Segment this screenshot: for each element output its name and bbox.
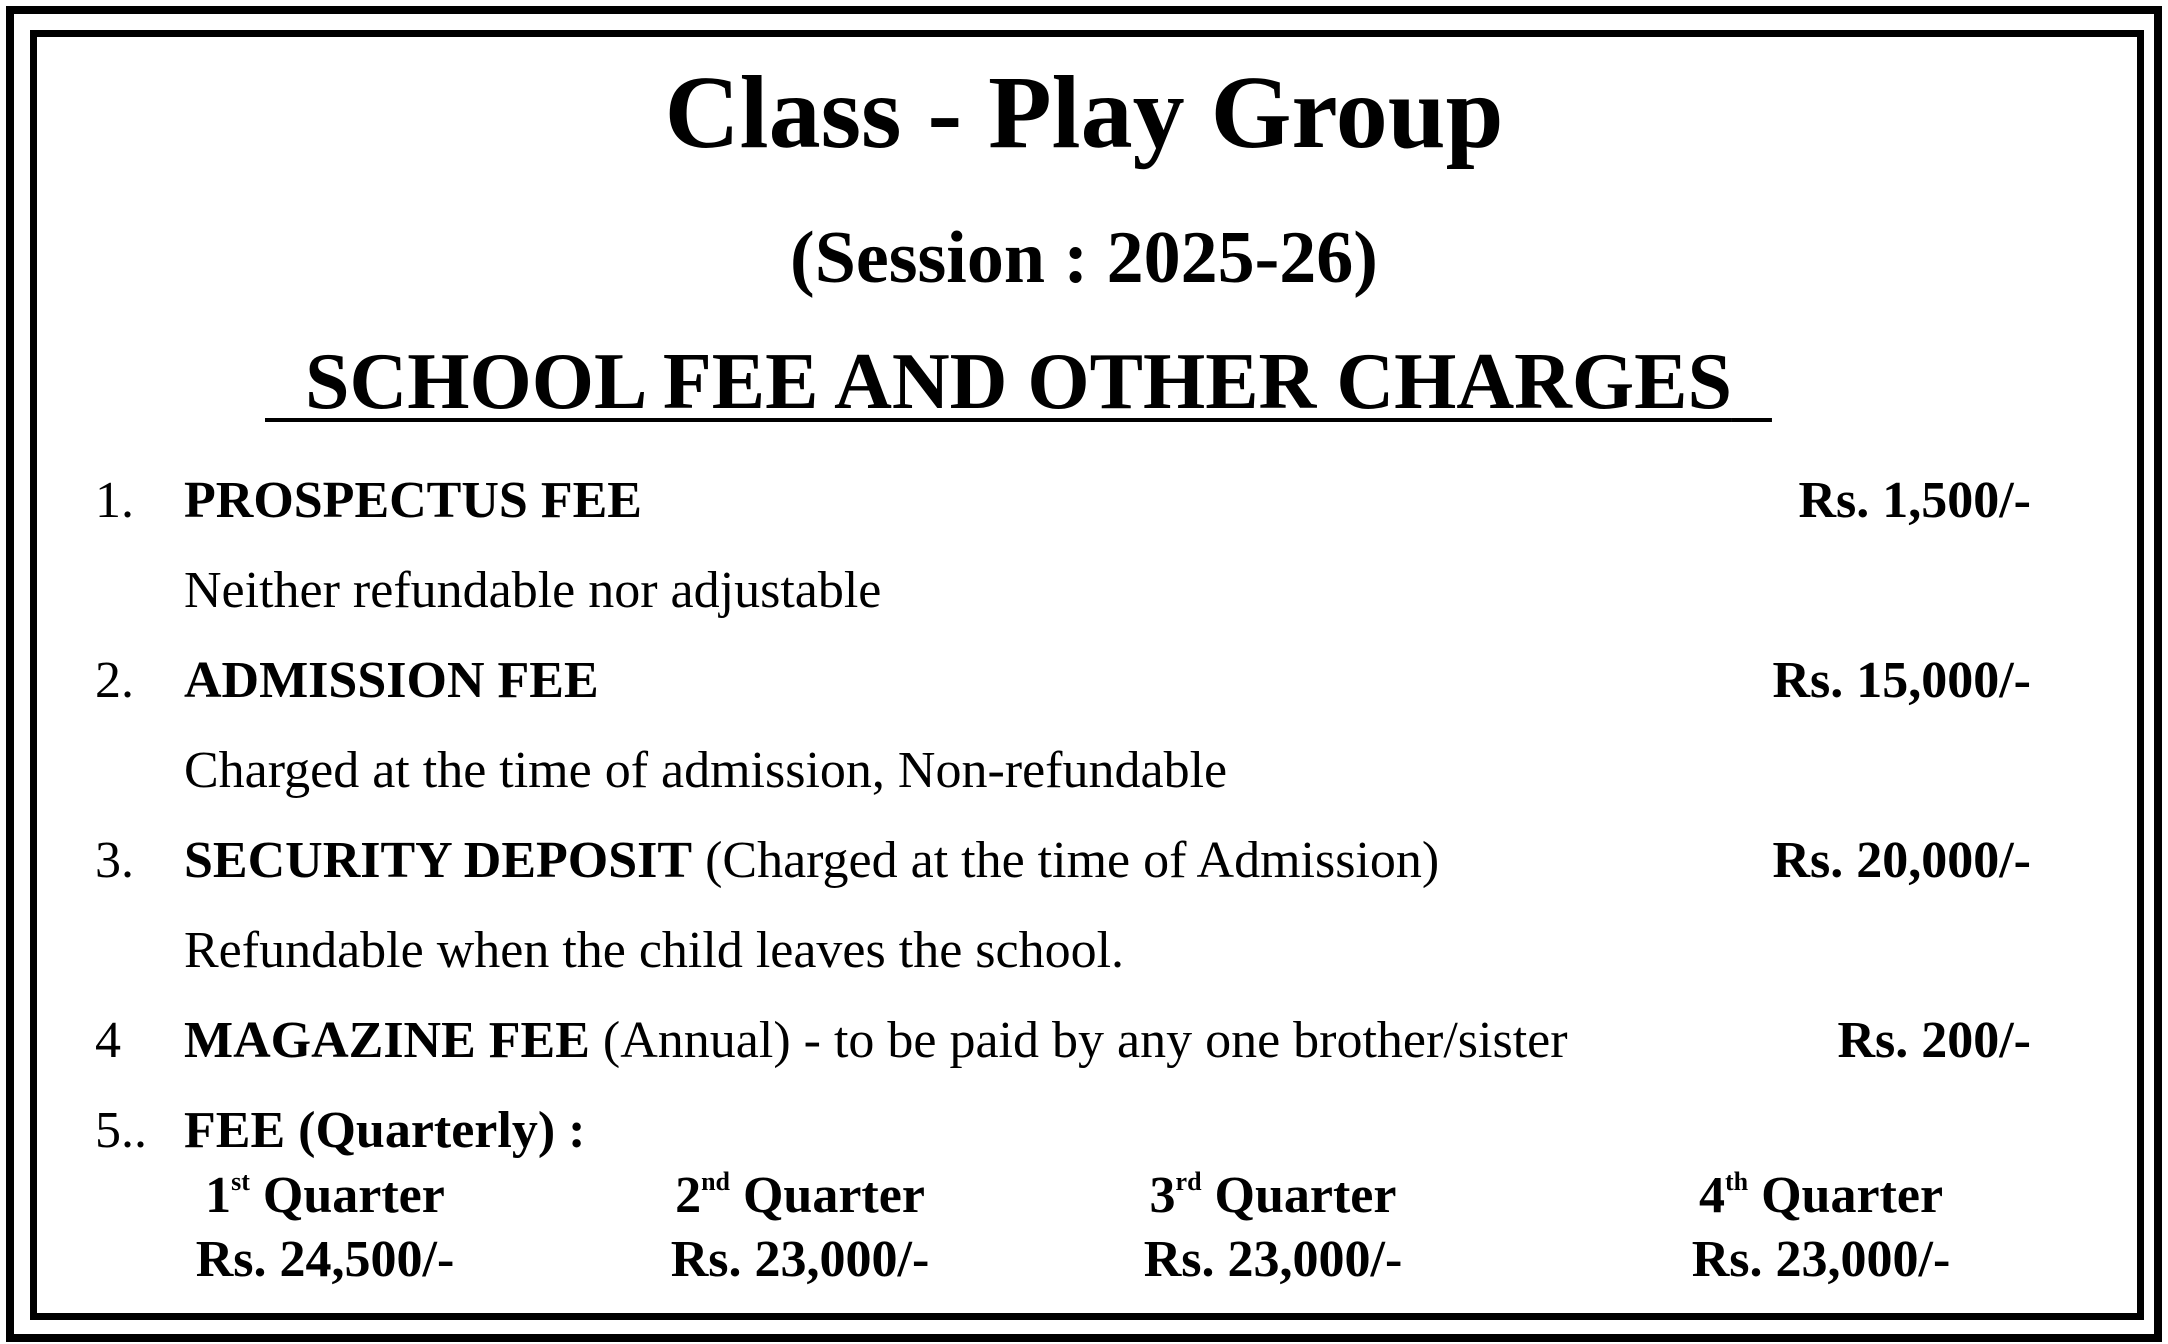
item-label xyxy=(184,826,1439,896)
item-number: 5.. xyxy=(95,1102,147,1159)
item-extra: (Charged at the time of Admission) xyxy=(692,832,1440,889)
fee-item xyxy=(0,826,2168,896)
item-label xyxy=(184,646,599,716)
item-title: PROSPECTUS FEE xyxy=(184,472,642,529)
item-label xyxy=(184,466,642,536)
item-amount: Rs. 15,000/- xyxy=(1772,652,2031,709)
quarter-amount: Rs. 23,000/- xyxy=(670,1231,930,1288)
quarter-block xyxy=(590,1164,1010,1292)
item-number: 3. xyxy=(95,832,134,889)
fee-item xyxy=(0,1096,2168,1166)
item-amount: Rs. 1,500/- xyxy=(1798,472,2031,529)
fee-item xyxy=(0,646,2168,716)
item-number: 2. xyxy=(95,652,134,709)
quarter-amount: Rs. 23,000/- xyxy=(1691,1231,1951,1288)
item-title: SECURITY DEPOSIT xyxy=(184,832,693,889)
section-heading-text: SCHOOL FEE AND OTHER CHARGES xyxy=(305,338,1732,426)
item-number: 4 xyxy=(95,1012,121,1069)
item-note: Refundable when the child leaves the school. xyxy=(184,922,1125,979)
item-title: MAGAZINE FEE xyxy=(184,1012,590,1069)
quarter-label: 1st Quarter xyxy=(205,1167,445,1224)
item-label xyxy=(184,1006,1568,1076)
item-note: Neither refundable nor adjustable xyxy=(184,562,882,619)
item-note: Charged at the time of admission, Non-refundable xyxy=(184,742,1228,799)
quarter-label: 2nd Quarter xyxy=(675,1167,925,1224)
quarter-amount: Rs. 24,500/- xyxy=(195,1231,455,1288)
fee-item xyxy=(0,1006,2168,1076)
fee-item xyxy=(0,466,2168,536)
quarter-block xyxy=(1063,1164,1483,1292)
quarter-amount: Rs. 23,000/- xyxy=(1143,1231,1403,1288)
section-heading xyxy=(265,338,1772,426)
item-amount: Rs. 200/- xyxy=(1837,1012,2031,1069)
item-amount: Rs. 20,000/- xyxy=(1772,832,2031,889)
quarter-block xyxy=(1611,1164,2031,1292)
item-label xyxy=(184,1096,585,1166)
quarter-label: 3rd Quarter xyxy=(1149,1167,1397,1224)
quarter-block xyxy=(115,1164,535,1292)
quarter-label: 4th Quarter xyxy=(1698,1167,1944,1224)
item-extra: (Annual) - to be paid by any one brother/sister xyxy=(589,1012,1568,1069)
item-number: 1. xyxy=(95,472,134,529)
item-title: ADMISSION FEE xyxy=(184,652,599,709)
item-title: FEE (Quarterly) : xyxy=(184,1102,586,1159)
session-subtitle: (Session : 2025-26) xyxy=(790,217,1378,299)
page-title: Class - Play Group xyxy=(664,55,1504,170)
